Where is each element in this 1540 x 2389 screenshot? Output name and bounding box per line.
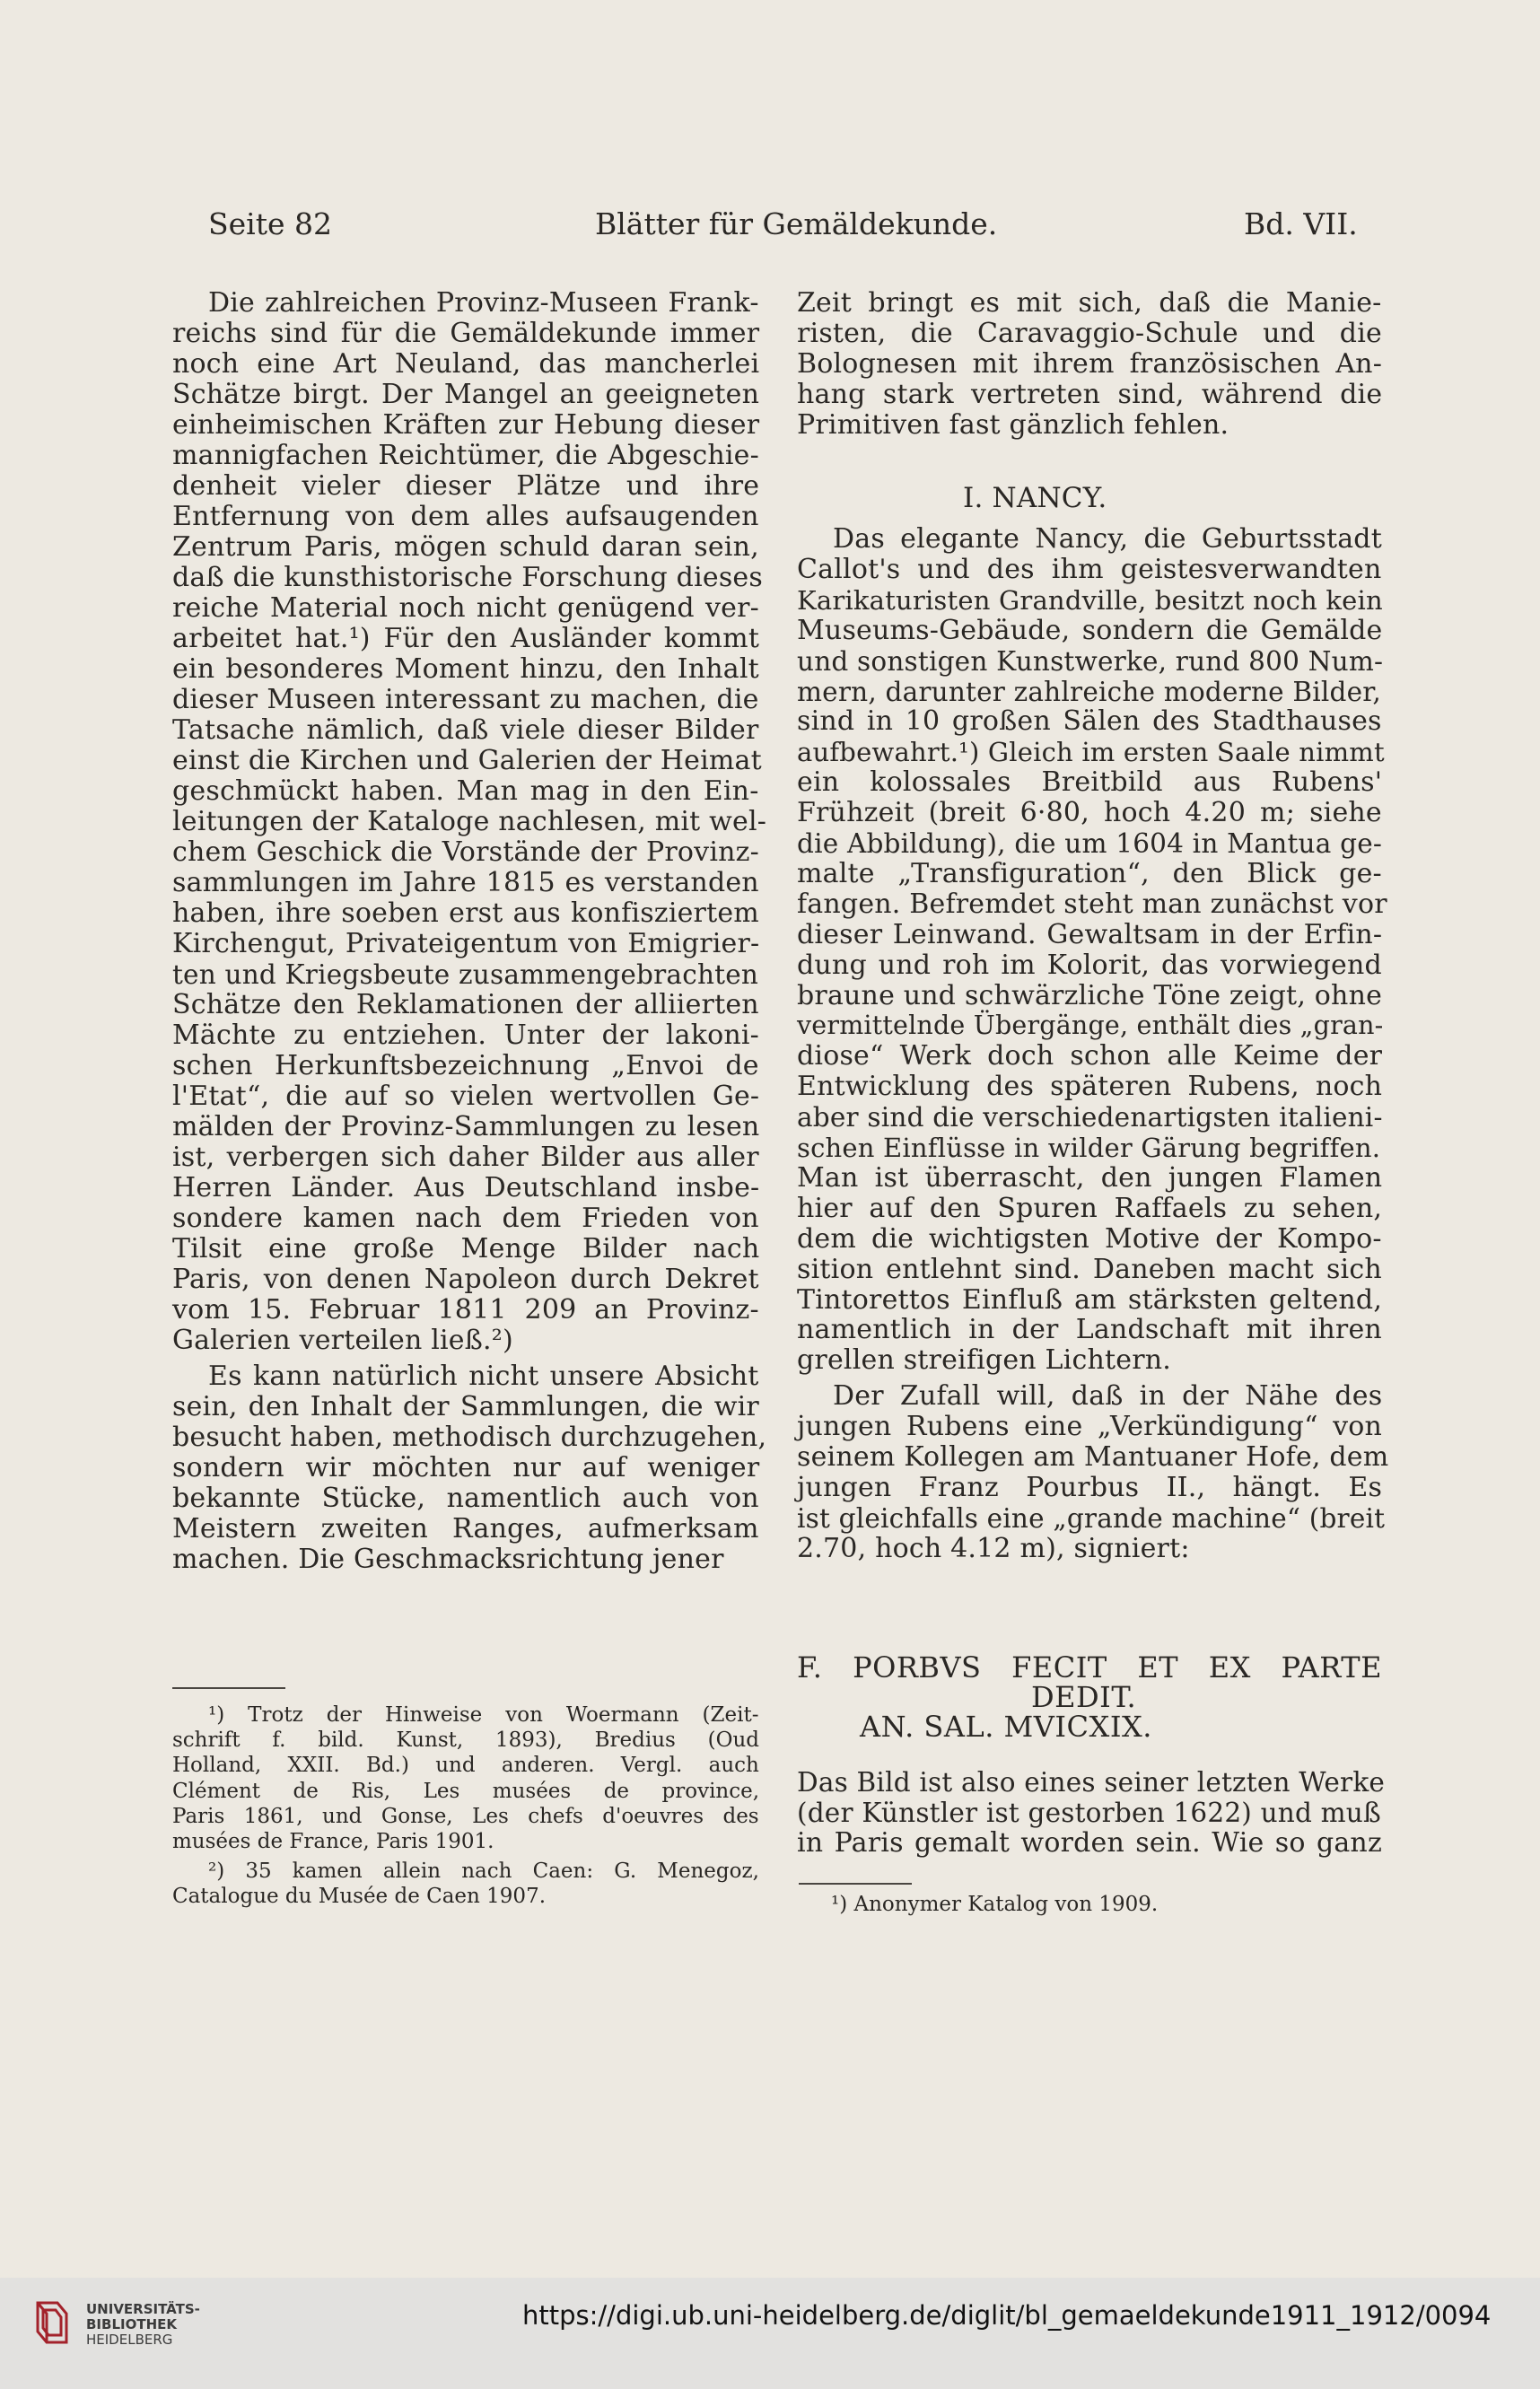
text-line: ist gleichfalls eine „grande machine“ (breit (797, 1502, 1386, 1534)
text-line: jungen Franz Pourbus II., hängt. Es (797, 1471, 1383, 1503)
text-line: Tintorettos Einfluß am stärksten geltend, (797, 1283, 1383, 1316)
text-line: 2.70, hoch 4.12 m), signiert: (797, 1532, 1190, 1564)
text-line: ten und Kriegsbeute zusammengebrachten (172, 959, 759, 990)
text-line: mannigfachen Reichtümer, die Abgeschie- (172, 440, 759, 471)
text-line: sondern wir möchten nur auf weniger (172, 1452, 760, 1483)
text-line: und sonstigen Kunstwerke, rund 800 Num- (797, 645, 1384, 677)
text-line: risten, die Caravaggio-Schule und die (797, 318, 1382, 349)
text-line: mern, darunter zahlreiche moderne Bilder, (797, 676, 1381, 707)
text-line: ein kolossales Breitbild aus Rubens' (797, 766, 1383, 799)
text-line: in Paris gemalt worden sein. Wie so ganz (797, 1827, 1382, 1859)
logo-text-line: UNIVERSITÄTS- (86, 2301, 200, 2317)
footnote-line: ¹) Trotz der Hinweise von Woermann (Zeit- (208, 1703, 759, 1727)
text-line: Entfernung von dem alles aufsaugenden (172, 501, 759, 532)
text-line: Herren Länder. Aus Deutschland insbe- (172, 1172, 760, 1203)
section-heading: I. NANCY. (963, 482, 1107, 514)
text-line: vom 15. Februar 1811 209 an Provinz- (172, 1294, 759, 1326)
text-line: Tilsit eine große Menge Bilder nach (172, 1233, 760, 1265)
text-line: Bolognesen mit ihrem französischen An- (797, 348, 1383, 380)
text-line: Paris, von denen Napoleon durch Dekret (172, 1264, 759, 1295)
text-line: Karikaturisten Grandville, besitzt noch kein (797, 584, 1383, 616)
text-line: chem Geschick die Vorstände der Provinz- (172, 836, 759, 868)
text-line: Es kann natürlich nicht unsere Absicht (208, 1361, 759, 1392)
text-line: geschmückt haben. Man mag in den Ein- (172, 775, 759, 807)
text-line: hang stark vertreten sind, während die (797, 379, 1383, 410)
volume-label: Bd. VII. (1244, 206, 1358, 241)
text-line: Das Bild ist also eines seiner letzten Werke (797, 1767, 1386, 1798)
library-emblem-icon (34, 2297, 70, 2348)
text-line: Callot's und des ihm geistesverwandten (797, 553, 1382, 585)
text-line: reiche Material noch nicht genügend ver- (172, 592, 759, 624)
text-line: malte „Transfiguration“, den Blick ge- (797, 857, 1382, 889)
text-line: sein, den Inhalt der Sammlungen, die wir (172, 1391, 759, 1422)
text-line: schen Einflüsse in wilder Gärung begriffen. (797, 1133, 1381, 1163)
text-line: einheimischen Kräften zur Hebung dieser (172, 409, 760, 441)
text-line: schen Herkunftsbezeichnung „Envoi de (172, 1050, 759, 1081)
text-line: einst die Kirchen und Galerien der Heimat (172, 745, 762, 776)
text-line: Museums-Gebäude, sondern die Gemälde (797, 614, 1383, 646)
text-line: haben, ihre soeben erst aus konfisziertem (172, 897, 759, 929)
text-line: dem die wichtigsten Motive der Kompo- (797, 1222, 1382, 1255)
text-line: Die zahlreichen Provinz-Museen Frank- (208, 287, 759, 319)
text-line: fangen. Befremdet steht man zunächst vor (797, 888, 1387, 920)
permalink-url[interactable]: https://digi.ub.uni-heidelberg.de/diglit/bl_gemaeldekunde1911_1912/0094 (522, 2300, 1492, 2331)
text-line: Frühzeit (breit 6·80, hoch 4.20 m; siehe (797, 797, 1382, 829)
text-line: hier auf den Spuren Raffaels zu sehen, (797, 1192, 1383, 1224)
text-line: sind in 10 großen Sälen des Stadthauses (797, 705, 1382, 738)
inscription-line: F. PORBVS FECIT ET EX PARTE (797, 1650, 1382, 1685)
text-line: l'Etat“, die auf so vielen wertvollen Ge- (172, 1081, 760, 1112)
footer-bar (0, 2278, 1540, 2389)
text-line: Der Zufall will, daß in der Nähe des (833, 1380, 1383, 1413)
text-line: Das elegante Nancy, die Geburtsstadt (833, 523, 1382, 555)
text-line: reichs sind für die Gemäldekunde immer (172, 318, 760, 349)
text-line: Meistern zweiten Ranges, aufmerksam (172, 1513, 759, 1545)
footnote-line: Clément de Ris, Les musées de province, (172, 1779, 760, 1803)
footnote-line: schrift f. bild. Kunst, 1893), Bredius (Oud (172, 1728, 759, 1753)
text-line: ist, verbergen sich daher Bilder aus aller (172, 1142, 759, 1173)
text-line: dung und roh im Kolorit, das vorwiegend (797, 949, 1382, 981)
text-line: vermittelnde Übergänge, enthält dies „gran- (797, 1011, 1384, 1041)
text-line: Kirchengut, Privateigentum von Emigrier- (172, 928, 760, 959)
text-line: sition entlehnt sind. Daneben macht sich (797, 1253, 1382, 1285)
logo-text-line: BIBLIOTHEK (86, 2316, 177, 2332)
running-title: Blätter für Gemäldekunde. (595, 206, 998, 241)
text-line: leitungen der Kataloge nachlesen, mit wel- (172, 806, 767, 837)
text-line: namentlich in der Landschaft mit ihren (797, 1314, 1382, 1346)
text-line: die Abbildung), die um 1604 in Mantua ge- (797, 828, 1383, 859)
inscription-line: AN. SAL. MVICXIX. (860, 1710, 1152, 1744)
text-line: Schätze den Reklamationen der alliierten (172, 989, 759, 1020)
text-line: diose“ Werk doch schon alle Keime der (797, 1040, 1383, 1072)
text-line: dieser Museen interessant zu machen, die (172, 684, 759, 715)
text-line: daß die kunsthistorische Forschung dieses (172, 562, 763, 593)
text-line: Mächte zu entziehen. Unter der lakoni- (172, 1019, 759, 1051)
text-line: aufbewahrt.¹) Gleich im ersten Saale nimmt (797, 737, 1385, 768)
text-line: noch eine Art Neuland, das mancherlei (172, 348, 760, 380)
footnote-line: Paris 1861, und Gonse, Les chefs d'oeuvres des (172, 1804, 759, 1828)
text-line: Zeit bringt es mit sich, daß die Manie- (797, 287, 1382, 319)
text-line: Entwicklung des späteren Rubens, noch (797, 1071, 1383, 1103)
text-line: jungen Rubens eine „Verkündigung“ von (797, 1411, 1383, 1443)
text-line: sondere kamen nach dem Frieden von (172, 1203, 759, 1234)
text-line: Schätze birgt. Der Mangel an geeigneten (172, 379, 760, 410)
text-line: sammlungen im Jahre 1815 es verstanden (172, 867, 759, 898)
page-number: Seite 82 (208, 206, 332, 241)
text-line: ein besonderes Moment hinzu, den Inhalt (172, 653, 759, 685)
text-line: bekannte Stücke, namentlich auch von (172, 1483, 759, 1514)
text-line: denheit vieler dieser Plätze und ihre (172, 470, 760, 502)
text-line: Man ist überrascht, den jungen Flamen (797, 1161, 1383, 1194)
text-line: besucht haben, methodisch durchzugehen, (172, 1422, 767, 1453)
footnote-rule (172, 1687, 285, 1689)
footnote-line: ²) 35 kamen allein nach Caen: G. Menegoz, (208, 1860, 759, 1884)
text-line: grellen streifigen Lichtern. (797, 1344, 1172, 1377)
text-line: Galerien verteilen ließ.²) (172, 1325, 513, 1356)
footnote-line: ¹) Anonymer Katalog von 1909. (831, 1893, 1159, 1916)
text-line: Tatsache nämlich, daß viele dieser Bilder (172, 714, 759, 746)
text-line: machen. Die Geschmacksrichtung jener (172, 1544, 724, 1575)
text-line: braune und schwärzliche Töne zeigt, ohne (797, 979, 1383, 1011)
footnote-line: Holland, XXII. Bd.) und anderen. Vergl. auch (172, 1754, 759, 1778)
text-line: arbeitet hat.¹) Für den Ausländer kommt (172, 623, 760, 654)
text-line: dieser Leinwand. Gewaltsam in der Erfin- (797, 918, 1383, 950)
footnote-line: Catalogue du Musée de Caen 1907. (172, 1885, 547, 1909)
text-line: seinem Kollegen am Mantuaner Hofe, dem (797, 1441, 1389, 1473)
text-line: mälden der Provinz-Sammlungen zu lesen (172, 1111, 760, 1142)
logo-text-line: HEIDELBERG (86, 2332, 173, 2348)
library-logo[interactable] (34, 2297, 200, 2351)
footnote-rule-right (799, 1883, 912, 1885)
footnote-line: musées de France, Paris 1901. (172, 1830, 494, 1853)
text-line: aber sind die verschiedenartigsten italieni- (797, 1102, 1383, 1133)
text-line: (der Künstler ist gestorben 1622) und muß (797, 1798, 1381, 1828)
inscription-line: DEDIT. (1031, 1680, 1137, 1714)
text-line: Primitiven fast gänzlich fehlen. (797, 409, 1229, 441)
text-line: Zentrum Paris, mögen schuld daran sein, (172, 531, 759, 563)
